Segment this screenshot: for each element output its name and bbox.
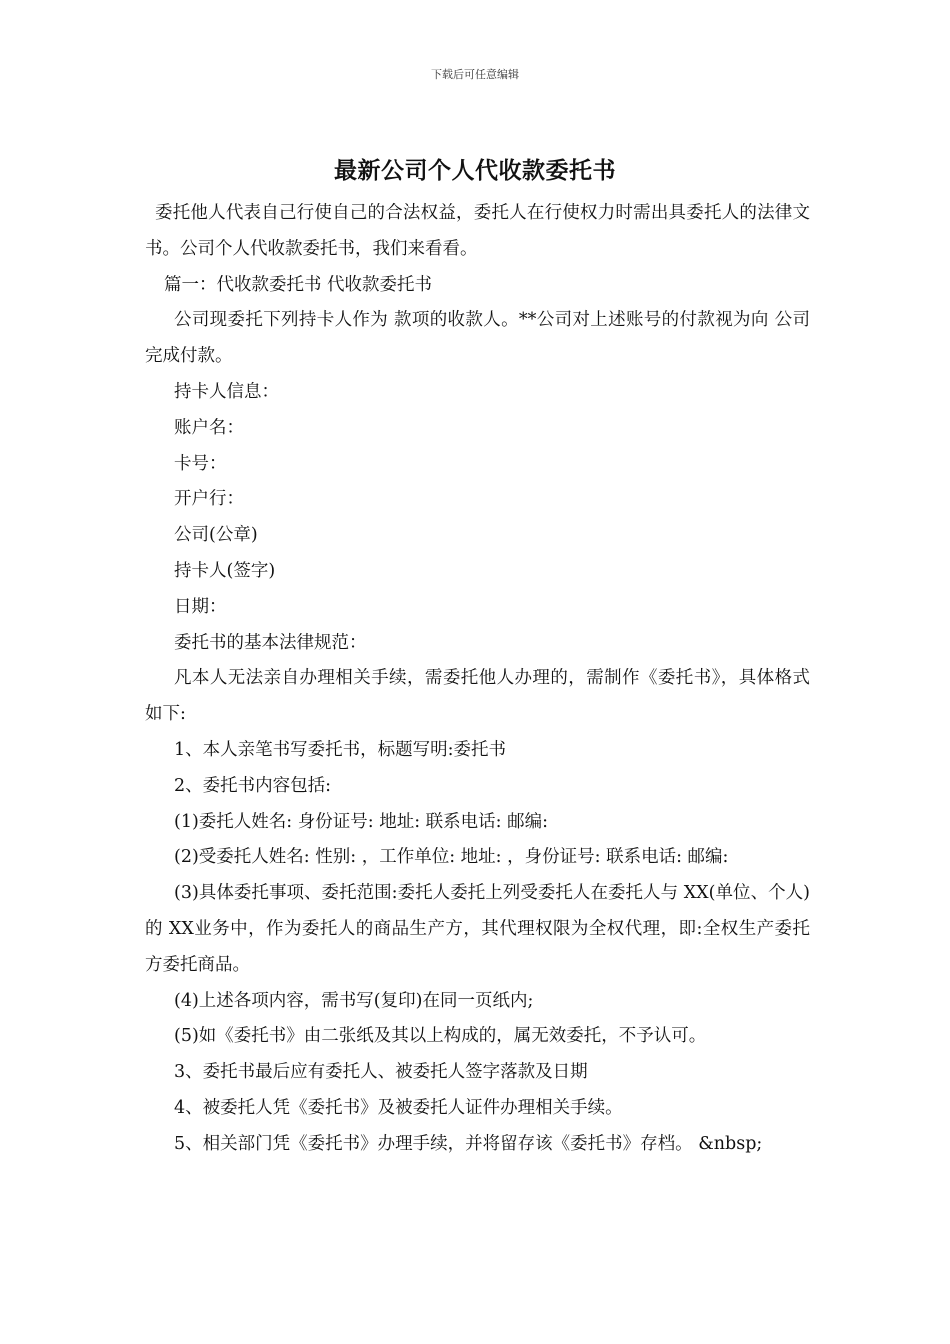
list-item: 4、被委托人凭《委托书》及被委托人证件办理相关手续。 (174, 1097, 623, 1118)
body-paragraph: 公司现委托下列持卡人作为 款项的收款人。**公司对上述账号的付款视为向 公司完成付款。 (145, 310, 810, 367)
body-paragraph: 凡本人无法亲自办理相关手续，需委托他人办理的，需制作《委托书》，具体格式如下: (145, 668, 810, 725)
section-heading: 篇一：代收款委托书 代收款委托书 (164, 274, 433, 295)
legal-norms-heading: 委托书的基本法律规范： (174, 632, 367, 653)
list-item: 3、委托书最后应有委托人、被委托人签字落款及日期 (174, 1062, 588, 1083)
list-item: 1、本人亲笔书写委托书，标题写明:委托书 (174, 739, 507, 760)
account-name-label: 账户名： (174, 417, 244, 438)
bank-label: 开户行： (174, 489, 244, 510)
company-seal-label: 公司(公章) (174, 525, 258, 546)
list-item: 2、委托书内容包括: (174, 775, 332, 796)
card-number-label: 卡号： (174, 453, 227, 474)
cardholder-info-label: 持卡人信息： (174, 381, 279, 402)
list-item: (4)上述各项内容，需书写(复印)在同一页纸内; (174, 990, 534, 1011)
date-label: 日期： (174, 596, 227, 617)
list-item: (5)如《委托书》由二张纸及其以上构成的，属无效委托，不予认可。 (174, 1026, 707, 1047)
document-title: 最新公司个人代收款委托书 (334, 158, 616, 184)
list-item: (2)受委托人姓名: 性别: ，工作单位: 地址: ，身份证号: 联系电话: 邮编: (174, 847, 729, 868)
list-item: (3)具体委托事项、委托范围:委托人委托上列受委托人在委托人与 XX(单位、个人)的 XX业务中，作为委托人的商品生产方，其代理权限为全权代理，即:全权生产委托方委托商品。 (145, 883, 810, 975)
page-header-note: 下载后可任意编辑 (431, 68, 519, 81)
document-body (145, 196, 810, 1163)
cardholder-signature-label: 持卡人(签字) (174, 560, 276, 581)
list-item: 5、相关部门凭《委托书》办理手续，并将留存该《委托书》存档。 &nbsp; (174, 1133, 763, 1154)
intro-paragraph: 委托他人代表自己行使自己的合法权益，委托人在行使权力时需出具委托人的法律文书。公司个人代收款委托书，我们来看看。 (145, 203, 810, 259)
list-item: (1)委托人姓名: 身份证号: 地址: 联系电话: 邮编: (174, 811, 549, 832)
